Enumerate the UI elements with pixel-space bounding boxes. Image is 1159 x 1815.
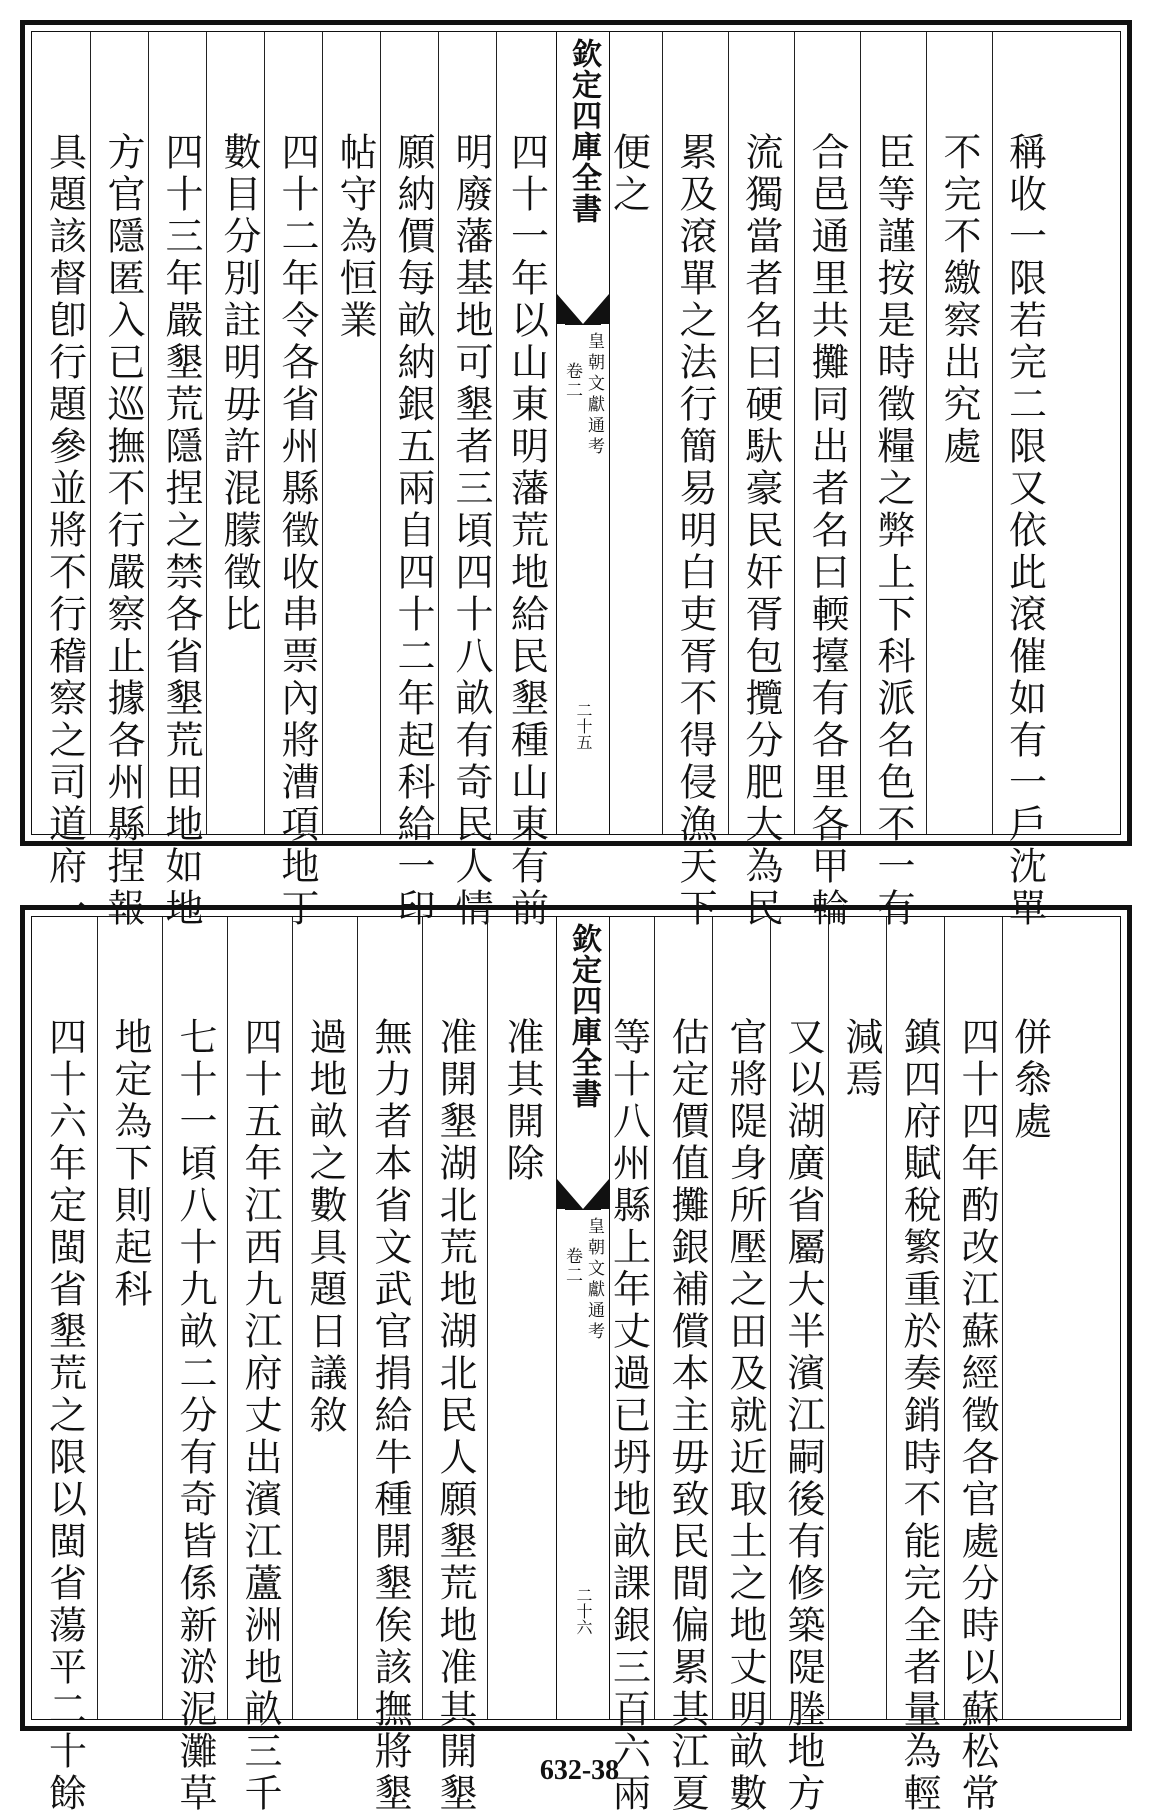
text-line: 願納價每畝納銀五兩自四十二年起科給一印 <box>391 132 435 930</box>
juan-label: 卷二 <box>562 1247 582 1285</box>
text-line: 具題該督卽行題參並將不行稽察之司道府一 <box>42 132 87 930</box>
text-line: 減焉 <box>839 1017 883 1101</box>
column <box>770 917 835 1815</box>
column <box>926 32 991 834</box>
column <box>148 32 213 930</box>
book-title: 皇朝文獻通考 <box>584 1217 604 1343</box>
column <box>596 32 661 834</box>
text-line: 准其開除 <box>500 1017 544 1185</box>
top-page-frame <box>31 31 1121 930</box>
column <box>227 917 292 1815</box>
column <box>654 917 719 1815</box>
column <box>322 32 387 834</box>
book-title: 皇朝文獻通考 <box>584 332 604 458</box>
text-line: 四十六年定閩省墾荒之限以閩省蕩平二十餘 <box>42 1017 87 1815</box>
footer-page-ref: 632-38 <box>539 1755 620 1786</box>
column <box>496 32 556 930</box>
text-line: 合邑通里共攤同出者名曰輭擡有各里各甲輪 <box>805 132 849 930</box>
column <box>487 917 556 1719</box>
column <box>886 917 951 1815</box>
page-number: 二十五 <box>574 702 593 750</box>
column <box>32 917 97 1815</box>
column <box>292 917 357 1719</box>
column <box>596 917 661 1815</box>
text-line: 方官隱匿入已巡撫不行嚴察止據各州縣捏報 <box>101 132 145 930</box>
column <box>438 32 503 930</box>
column <box>860 32 925 930</box>
text-line: 帖守為恒業 <box>333 132 377 342</box>
column <box>162 917 227 1815</box>
juan-label: 卷二 <box>562 362 582 400</box>
column <box>206 32 271 834</box>
text-line: 准開墾湖北荒地湖北民人願墾荒地准其開墾 <box>433 1017 477 1815</box>
column <box>1002 917 1056 1719</box>
text-line: 併叅處 <box>1007 1017 1052 1143</box>
text-line: 鎮四府賦稅繁重於奏銷時不能完全者量為輕 <box>897 1017 941 1815</box>
text-line: 又以湖廣省屬大半濱江嗣後有修築隄塍地方 <box>781 1017 825 1815</box>
bottom-left-half <box>32 917 556 1815</box>
column <box>944 917 1009 1815</box>
column <box>828 917 893 1719</box>
column <box>794 32 859 930</box>
text-line: 稱收一限若完二限又依此滾催如有一戶沈單 <box>1002 132 1047 930</box>
text-line: 無力者本省文武官捐給牛種開墾俟該撫將墾 <box>368 1017 412 1815</box>
library-title: 欽定四庫全書 <box>566 923 601 1109</box>
text-line: 流獨當者名曰硬馱豪民奸胥包攬分肥大為民 <box>739 132 783 930</box>
library-title: 欽定四庫全書 <box>566 38 601 224</box>
top-right-half <box>596 32 1120 930</box>
column <box>357 917 422 1815</box>
text-line: 四十四年酌改江蘇經徵各官處分時以蘇松常 <box>955 1017 999 1815</box>
text-line: 過地畝之數具題日議敘 <box>303 1017 347 1437</box>
bottom-right-half <box>596 917 1120 1815</box>
text-line: 四十五年江西九江府丈出濱江蘆洲地畝三千 <box>238 1017 282 1815</box>
text-line: 地定為下則起科 <box>108 1017 152 1311</box>
text-line: 七十一頃八十九畝二分有奇皆係新淤泥灘草 <box>173 1017 217 1815</box>
column <box>380 32 445 930</box>
column <box>728 32 793 930</box>
top-left-half <box>32 32 556 930</box>
column <box>32 32 97 930</box>
page-number: 二十六 <box>574 1587 593 1635</box>
text-line: 四十一年以山東明藩荒地給民墾種山東有前 <box>504 132 549 930</box>
text-line: 四十三年嚴墾荒隱捏之禁各省墾荒田地如地 <box>159 132 203 930</box>
column <box>264 32 329 930</box>
column <box>662 32 727 930</box>
text-line: 臣等謹按是時徵糧之弊上下科派名色不一有 <box>871 132 915 930</box>
text-line: 明廢藩基地可墾者三頃四十八畝有奇民人情 <box>449 132 493 930</box>
text-line: 官將隄身所壓之田及就近取土之地丈明畝數 <box>723 1017 767 1815</box>
column <box>422 917 487 1815</box>
text-line: 不完不繳察出究處 <box>937 132 981 468</box>
text-line: 便之 <box>606 132 651 216</box>
text-line: 數目分別註明毋許混朦徵比 <box>217 132 261 636</box>
column <box>90 32 155 930</box>
text-line: 四十二年令各省州縣徵收串票內將漕項地丁 <box>275 132 319 930</box>
column <box>97 917 162 1719</box>
text-line: 等十八州縣上年丈過已坍地畝課銀三百六兩 <box>606 1017 651 1815</box>
column <box>712 917 777 1815</box>
text-line: 估定價值攤銀補償本主毋致民間偏累其江夏 <box>665 1017 709 1815</box>
text-line: 累及滾單之法行簡易明白吏胥不得侵漁天下 <box>673 132 717 930</box>
column <box>992 32 1056 930</box>
top-page <box>20 20 1132 930</box>
